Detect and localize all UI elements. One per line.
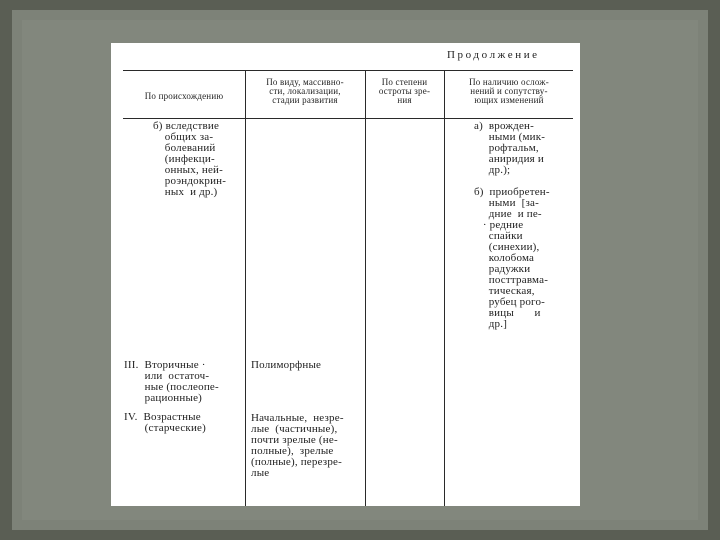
type-maturity-stages: Начальные, незре- лые (частичные), почти зрелые (не- полные), зрелые (полные), перезре- лые [251,412,344,479]
col-divider-2 [365,70,366,506]
origin-age-related: IV. Возрастные (старческие) [124,411,206,434]
table-top-rule [123,70,573,71]
origin-secondary: III. Вторичные · или остаточ- ные (послеопе- рационные) [124,359,219,404]
complication-acquired: б) приобретен- ными [за- дние и пе- · редние спайки (синехии), колобома радужки посттравма- тическая, рубец рого- вицы и др.] [474,186,550,330]
header-acuity: По степени остроты зре- ния [378,77,431,105]
header-origin: По происхождению [144,91,224,101]
col-divider-1 [245,70,246,506]
complication-congenital: а) врожден- ными (мик- рофтальм, аниридия и др.); [474,120,546,176]
col-divider-3 [444,70,445,506]
header-bottom-rule [123,118,573,119]
scanned-table-page [111,43,580,506]
continuation-label: Продолжение [447,49,540,61]
origin-general-diseases: б) вследствие общих за- болеваний (инфекци- онных, ней- роэндокрин- ных и др.) [153,120,227,198]
header-complications: По наличию ослож- нений и сопутству- ющих изменений [469,77,549,105]
header-type: По виду, массивно- сти, локализации, стадии развития [266,77,344,105]
type-polymorphic: Полиморфные [251,359,322,371]
